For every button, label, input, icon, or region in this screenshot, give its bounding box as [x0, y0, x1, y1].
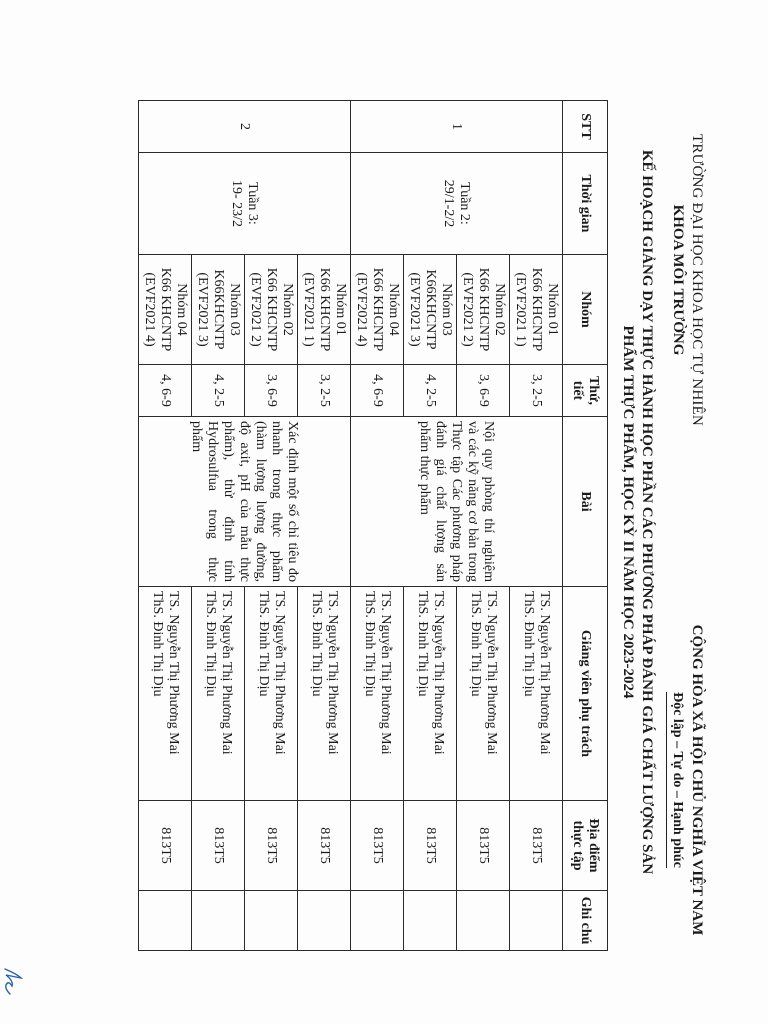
group-class: K66 KHCNTP — [370, 267, 385, 352]
faculty-name: KHOA MÔI TRƯỜNG — [670, 204, 686, 356]
location-cell: 813T5 — [404, 801, 457, 891]
national-motto: Độc lập – Tự do – Hạnh phúc — [666, 692, 687, 868]
lecturer-1: TS. Nguyễn Thị Phương Mai — [537, 591, 552, 755]
table-row — [510, 101, 563, 951]
location-cell: 813T5 — [139, 801, 192, 891]
note-cell — [351, 891, 404, 951]
group-code: (EVF2021 4) — [142, 272, 157, 347]
header-time: Thời gian — [563, 153, 608, 255]
group-name: Nhóm 04 — [174, 283, 189, 336]
lecturer-1: TS. Nguyễn Thị Phương Mai — [484, 591, 499, 755]
day-period-cell: 4, 2-5 — [192, 365, 245, 417]
header-note: Ghi chú — [563, 891, 608, 951]
group-cell — [510, 255, 563, 365]
group-name: Nhóm 02 — [280, 283, 295, 336]
stt-cell: 2 — [139, 101, 351, 153]
day-period-cell: 3, 2-5 — [298, 365, 351, 417]
header-location-line1: Địa điểm — [586, 818, 601, 873]
location-cell: 813T5 — [298, 801, 351, 891]
teaching-plan-table — [138, 100, 608, 951]
lecturer-cell — [457, 587, 510, 801]
header-group: Nhóm — [563, 255, 608, 365]
lecturer-1: TS. Nguyễn Thị Phương Mai — [378, 591, 393, 755]
document-title — [618, 70, 656, 954]
group-cell — [245, 255, 298, 365]
lecturer-2: ThS. Đinh Thị Dịu — [256, 591, 271, 697]
group-cell — [298, 255, 351, 365]
lecturer-1: TS. Nguyễn Thị Phương Mai — [272, 591, 287, 755]
header-day-line1: Thứ, — [586, 375, 601, 406]
note-cell — [298, 891, 351, 951]
group-name: Nhóm 02 — [492, 283, 507, 336]
title-line-1: KẾ HOẠCH GIẢNG DẠY THỰC HÀNH HỌC PHẦN CÁC PHƯƠNG PHÁP ĐÁNH GIÁ CHẤT LƯỢNG SẢN — [639, 149, 655, 875]
group-class: K66 KHCNTP — [264, 267, 279, 352]
nation-name: CỘNG HÒA XÃ HỘI CHỦ NGHĨA VIỆT NAM — [689, 624, 705, 936]
lecturer-1: TS. Nguyễn Thị Phương Mai — [219, 591, 234, 755]
group-name: Nhóm 03 — [439, 283, 454, 336]
lecturer-2: ThS. Đinh Thị Dịu — [415, 591, 430, 697]
header-day-period — [563, 365, 608, 417]
time-cell — [351, 153, 563, 255]
institution-name: TRƯỜNG ĐẠI HỌC KHOA HỌC TỰ NHIÊN — [689, 134, 705, 426]
time-line2: 19- 23/2 — [229, 179, 245, 228]
lecturer-cell — [510, 587, 563, 801]
day-period-cell: 3, 2-5 — [510, 365, 563, 417]
lecturer-2: ThS. Đinh Thị Dịu — [468, 591, 483, 697]
signature-mark-icon — [2, 966, 24, 996]
header-location-line2: thực tập — [570, 820, 585, 871]
time-line1: Tuần 2: — [457, 182, 473, 225]
time-cell — [139, 153, 351, 255]
group-name: Nhóm 04 — [386, 283, 401, 336]
day-period-cell: 4, 6-9 — [351, 365, 404, 417]
day-period-cell: 3, 6-9 — [245, 365, 298, 417]
note-cell — [139, 891, 192, 951]
location-cell: 813T5 — [457, 801, 510, 891]
lecturer-cell — [139, 587, 192, 801]
lecturer-2: ThS. Đinh Thị Dịu — [521, 591, 536, 697]
group-cell — [351, 255, 404, 365]
group-name: Nhóm 01 — [545, 283, 560, 336]
title-line-2: PHẨM THỰC PHẨM, HỌC KỲ II NĂM HỌC 2023-2024 — [620, 325, 636, 699]
table-row — [298, 101, 351, 951]
header-lecturer: Giảng viên phụ trách — [563, 587, 608, 801]
location-cell: 813T5 — [192, 801, 245, 891]
group-code: (EVF2021 3) — [407, 272, 422, 347]
group-class: K66 KHCNTP — [317, 267, 332, 352]
lecturer-cell — [351, 587, 404, 801]
group-class: K66 KHCNTP — [476, 267, 491, 352]
lecturer-cell — [404, 587, 457, 801]
group-class: K66 KHCNTP — [158, 267, 173, 352]
lecturer-1: TS. Nguyễn Thị Phương Mai — [431, 591, 446, 755]
group-code: (EVF2021 2) — [248, 272, 263, 347]
group-cell — [457, 255, 510, 365]
lecturer-2: ThS. Đinh Thị Dịu — [203, 591, 218, 697]
header-location — [563, 801, 608, 891]
group-class: K66KHCNTP — [211, 269, 226, 350]
group-code: (EVF2021 4) — [354, 272, 369, 347]
note-cell — [457, 891, 510, 951]
lecturer-1: TS. Nguyễn Thị Phương Mai — [166, 591, 181, 755]
lecturer-cell — [192, 587, 245, 801]
lecturer-2: ThS. Đinh Thị Dịu — [362, 591, 377, 697]
institution-header — [668, 70, 706, 490]
note-cell — [510, 891, 563, 951]
location-cell: 813T5 — [351, 801, 404, 891]
group-class: K66KHCNTP — [423, 269, 438, 350]
group-cell — [192, 255, 245, 365]
lecturer-cell — [298, 587, 351, 801]
header-day-line2: tiết — [570, 380, 585, 401]
stt-cell: 1 — [351, 101, 563, 153]
group-code: (EVF2021 3) — [195, 272, 210, 347]
group-name: Nhóm 03 — [227, 283, 242, 336]
header-lesson: Bài — [563, 417, 608, 587]
note-cell — [192, 891, 245, 951]
group-code: (EVF2021 1) — [513, 272, 528, 347]
note-cell — [404, 891, 457, 951]
lecturer-2: ThS. Đinh Thị Dịu — [150, 591, 165, 697]
group-code: (EVF2021 1) — [301, 272, 316, 347]
time-line2: 29/1-2/2 — [441, 179, 457, 228]
national-header — [666, 560, 706, 1000]
lecturer-cell — [245, 587, 298, 801]
day-period-cell: 3, 6-9 — [457, 365, 510, 417]
group-cell — [139, 255, 192, 365]
location-cell: 813T5 — [510, 801, 563, 891]
lecturer-2: ThS. Đinh Thị Dịu — [309, 591, 324, 697]
note-cell — [245, 891, 298, 951]
group-code: (EVF2021 2) — [460, 272, 475, 347]
day-period-cell: 4, 6-9 — [139, 365, 192, 417]
group-class: K66 KHCNTP — [529, 267, 544, 352]
header-stt: STT — [563, 101, 608, 153]
lecturer-1: TS. Nguyễn Thị Phương Mai — [325, 591, 340, 755]
group-cell — [404, 255, 457, 365]
lesson-cell: Xác định một số chỉ tiêu đo nhanh trong thực phẩm (hàm lượng lượng đường, độ axit, pH của mẫu thực phẩm), thử định tính Hydrosulfua trong thực phẩm — [139, 417, 351, 587]
group-name: Nhóm 01 — [333, 283, 348, 336]
time-line1: Tuần 3: — [245, 182, 261, 225]
lesson-cell: Nội quy phòng thí nghiệm và các kỹ năng cơ bản trong Thực tập Các phương pháp đánh giá chất lượng sản phẩm thực phẩm — [351, 417, 563, 587]
table-header-row — [563, 101, 608, 951]
day-period-cell: 4, 2-5 — [404, 365, 457, 417]
location-cell: 813T5 — [245, 801, 298, 891]
